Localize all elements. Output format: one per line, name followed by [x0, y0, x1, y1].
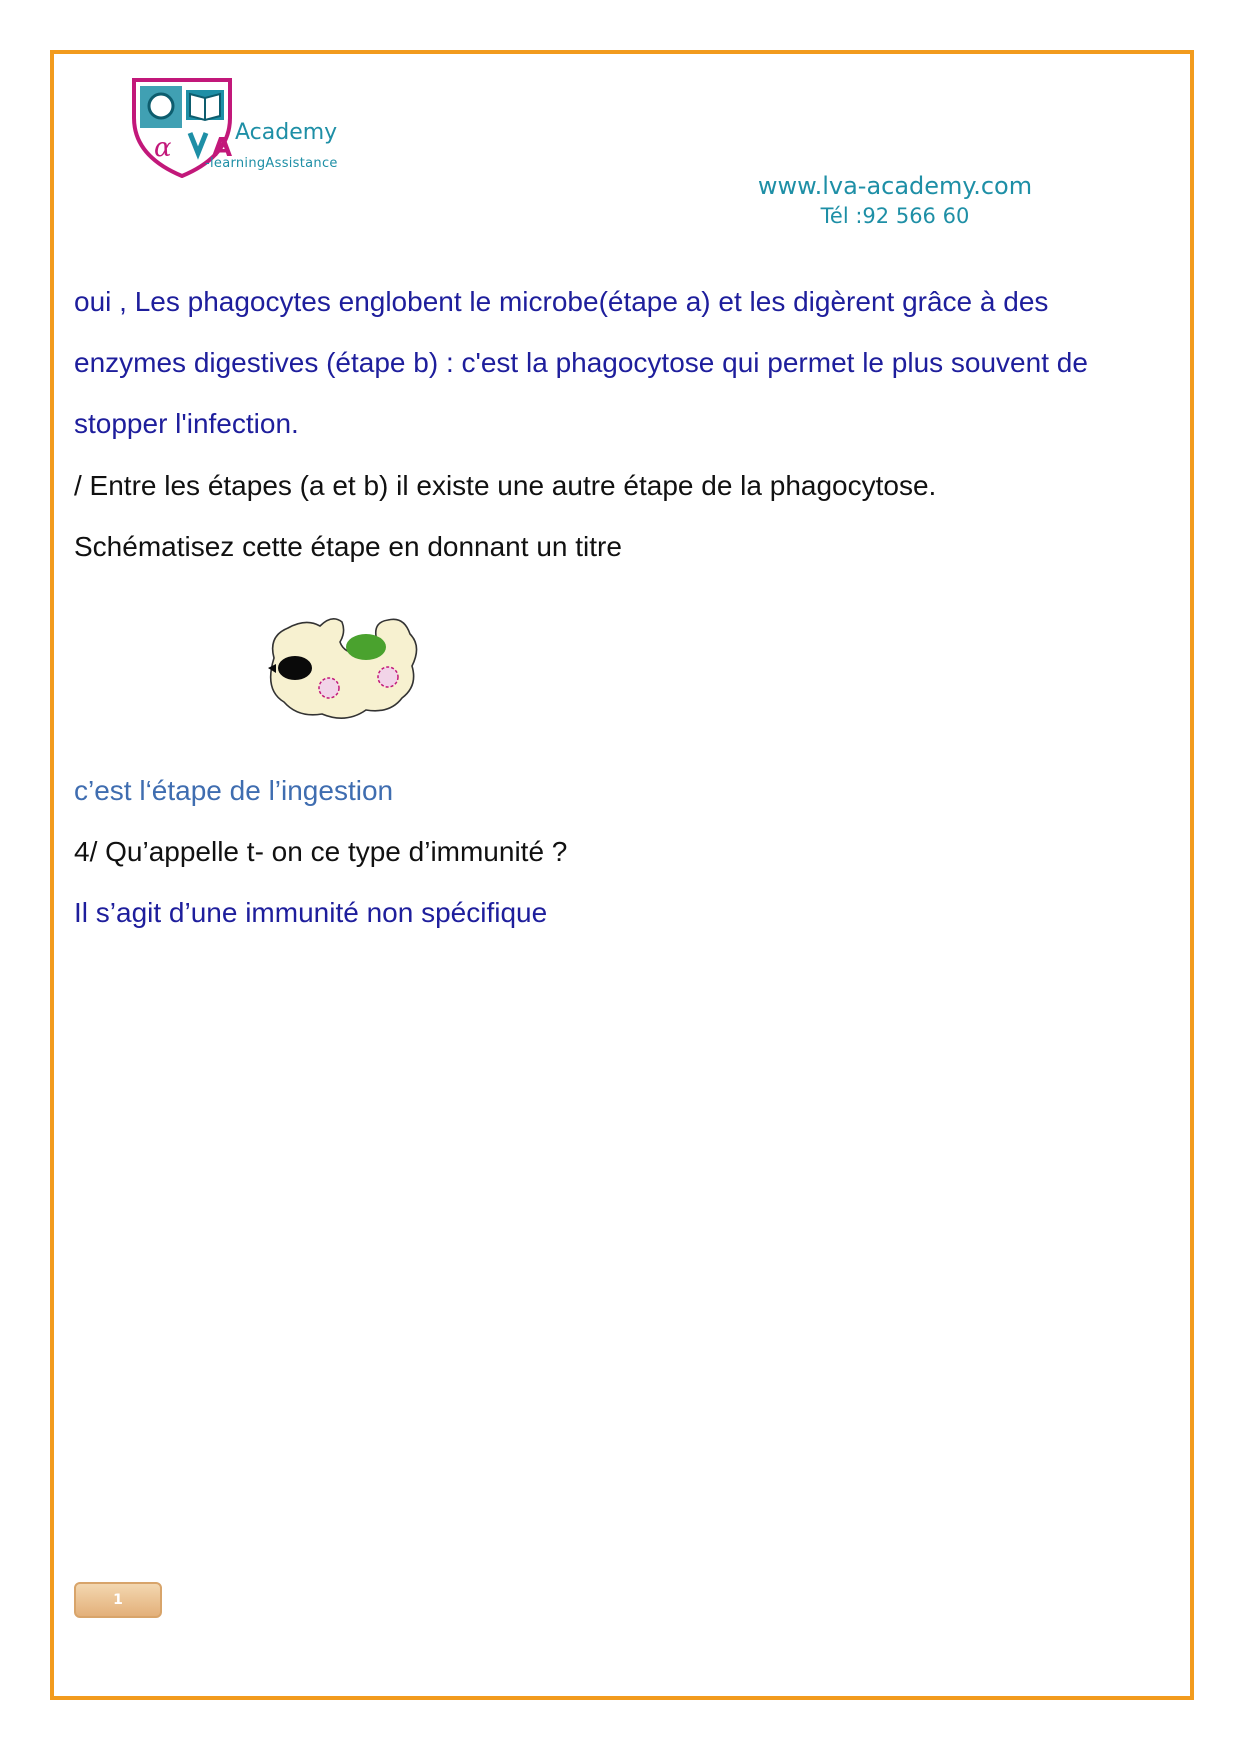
question-instruction: Schématisez cette étape en donnant un titre	[74, 531, 622, 562]
contact-block	[745, 172, 1045, 228]
logo-tagline: -learningAssistance	[205, 156, 338, 171]
person-icon	[149, 94, 173, 118]
answer-line: enzymes digestives (étape b) : c'est la phagocytose qui permet le plus souvent de	[74, 347, 1088, 378]
website-link[interactable]: www.lva-academy.com	[757, 172, 1033, 200]
nucleus-icon	[278, 656, 312, 680]
lysosome-icon	[378, 667, 398, 687]
answer-line: stopper l'infection.	[74, 408, 299, 439]
answer-4: Il s’agit d’une immunité non spécifique	[74, 897, 548, 928]
page-number-badge: 1	[74, 1582, 162, 1618]
lysosome-icon	[319, 678, 339, 698]
answer-ingestion: c’est l‘étape de l’ingestion	[74, 775, 394, 806]
svg-text:α: α	[154, 133, 172, 163]
phone-number: Tél :92 566 60	[820, 204, 970, 228]
logo-wordmark: Academy	[235, 120, 338, 145]
answer-line: oui , Les phagocytes englobent le microbe(étape a) et les digèrent grâce à des	[74, 286, 1049, 317]
question-4: 4/ Qu’appelle t- on ce type d’immunité ?	[74, 836, 568, 867]
phagocyte-ingestion-diagram	[262, 606, 422, 726]
svg-text:A: A	[212, 133, 233, 163]
microbe-icon	[346, 634, 386, 660]
answer-paragraph	[74, 271, 1088, 454]
question-line: / Entre les étapes (a et b) il existe une autre étape de la phagocytose.	[74, 470, 937, 501]
